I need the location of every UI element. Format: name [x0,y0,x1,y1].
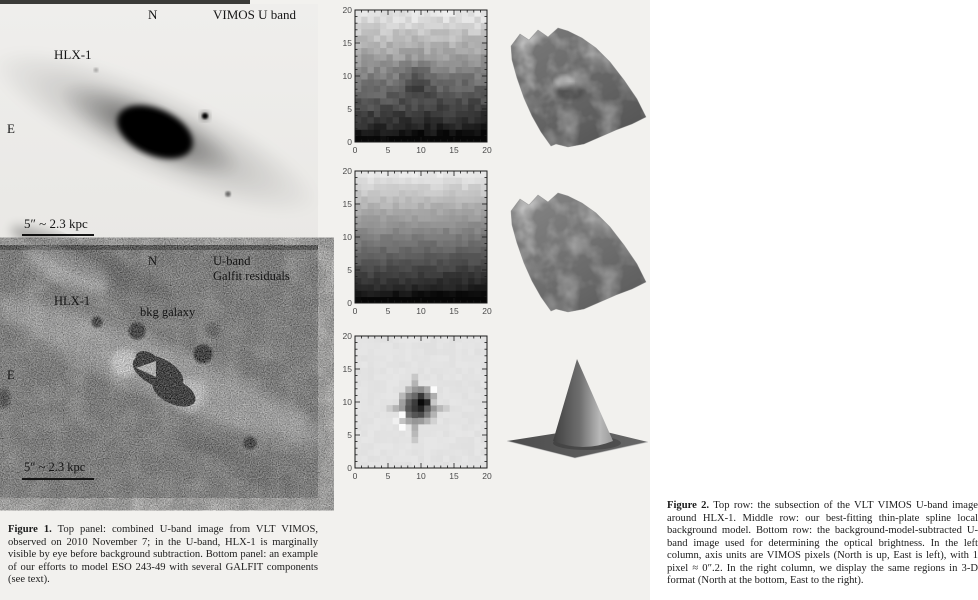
figure1-caption-text: Top panel: combined U-band image from VLT VIMOS, observed on 2010 November 7; in the U-band, HLX-1 is marginally visible by eye before background subtraction. Bottom panel: an example of our efforts to model ESO 243-49 with several GALFIT components (see text). [8,524,318,585]
x-tick-label: 15 [449,471,459,481]
heatmap-top-row [336,0,492,160]
y-tick-label: 15 [342,364,352,374]
scalebar-line [22,478,94,480]
x-tick-label: 20 [482,145,492,155]
y-tick-label: 10 [342,232,352,242]
x-tick-label: 5 [385,471,391,481]
figure-2 [330,0,978,600]
y-tick-label: 15 [342,199,352,209]
x-tick-label: 5 [385,306,391,316]
x-tick-label: 0 [352,306,358,316]
x-tick-label: 15 [449,306,459,316]
y-tick-label: 20 [342,166,352,176]
surface-plot-middle [492,167,650,329]
hlx1-label: HLX-1 [54,294,91,308]
figure2-caption-text: Top row: the subsection of the VLT VIMOS U-band image around HLX-1. Middle row: our best-fitting thin-plate spline local background model. Bottom row: the background-model-subtracted U-band image used for determining the optical brightness. In the left column, axis units are VIMOS pixels (North is up, East is left), with 1 pixel ≈ 0″.2. In the right column, we display the same regions in 3-D format (North at the bottom, East to the right). [667,500,978,586]
faint-point-source [225,191,231,197]
figure1-bottom-panel-image [0,250,318,498]
scalebar-label: 5″ ~ 2.3 kpc [24,460,86,474]
panel-title-line1: U-band [213,254,251,268]
hlx1-label: HLX-1 [54,47,92,62]
y-tick-label: 10 [342,397,352,407]
surface-plot-bottom [492,332,650,484]
hlx1-faint-source [94,68,99,73]
east-label: E [7,368,15,382]
figure2-caption [667,500,978,588]
y-tick-label: 20 [342,331,352,341]
galaxy-image [0,4,318,245]
point-source-peak [553,359,613,447]
north-label: N [148,254,158,268]
y-tick-label: 5 [347,265,352,275]
x-tick-label: 10 [416,145,426,155]
x-tick-label: 20 [482,306,492,316]
panel-title: VIMOS U band [213,7,297,22]
figure1-caption-label: Figure 1. [8,524,52,535]
north-label: N [148,7,158,22]
central-bump-shadow [556,84,584,100]
x-tick-label: 0 [352,471,358,481]
heatmap-middle-row [336,161,492,321]
x-tick-label: 10 [416,306,426,316]
heatmap-cells [355,10,487,142]
y-tick-label: 5 [347,430,352,440]
y-tick-label: 0 [347,137,352,147]
x-tick-label: 15 [449,145,459,155]
y-tick-label: 20 [342,5,352,15]
panel-title-line2: Galfit residuals [213,269,290,283]
east-label: E [7,121,15,136]
scalebar-label: 5″ ~ 2.3 kpc [24,216,88,231]
y-tick-label: 15 [342,38,352,48]
point-source [202,113,208,119]
figure-1 [0,0,322,600]
surface-plot-top [492,2,650,164]
y-tick-label: 0 [347,463,352,473]
figure2-caption-label: Figure 2. [667,500,710,511]
heatmap-bottom-row [336,326,492,486]
x-tick-label: 20 [482,471,492,481]
x-tick-label: 10 [416,471,426,481]
figure1-caption [8,524,318,587]
y-tick-label: 0 [347,298,352,308]
x-tick-label: 5 [385,145,391,155]
y-tick-label: 10 [342,71,352,81]
y-tick-label: 5 [347,104,352,114]
heatmap-cells [355,171,487,303]
x-tick-label: 0 [352,145,358,155]
figure1-top-panel-image [0,4,318,245]
bkg-galaxy-label: bkg galaxy [140,305,196,319]
